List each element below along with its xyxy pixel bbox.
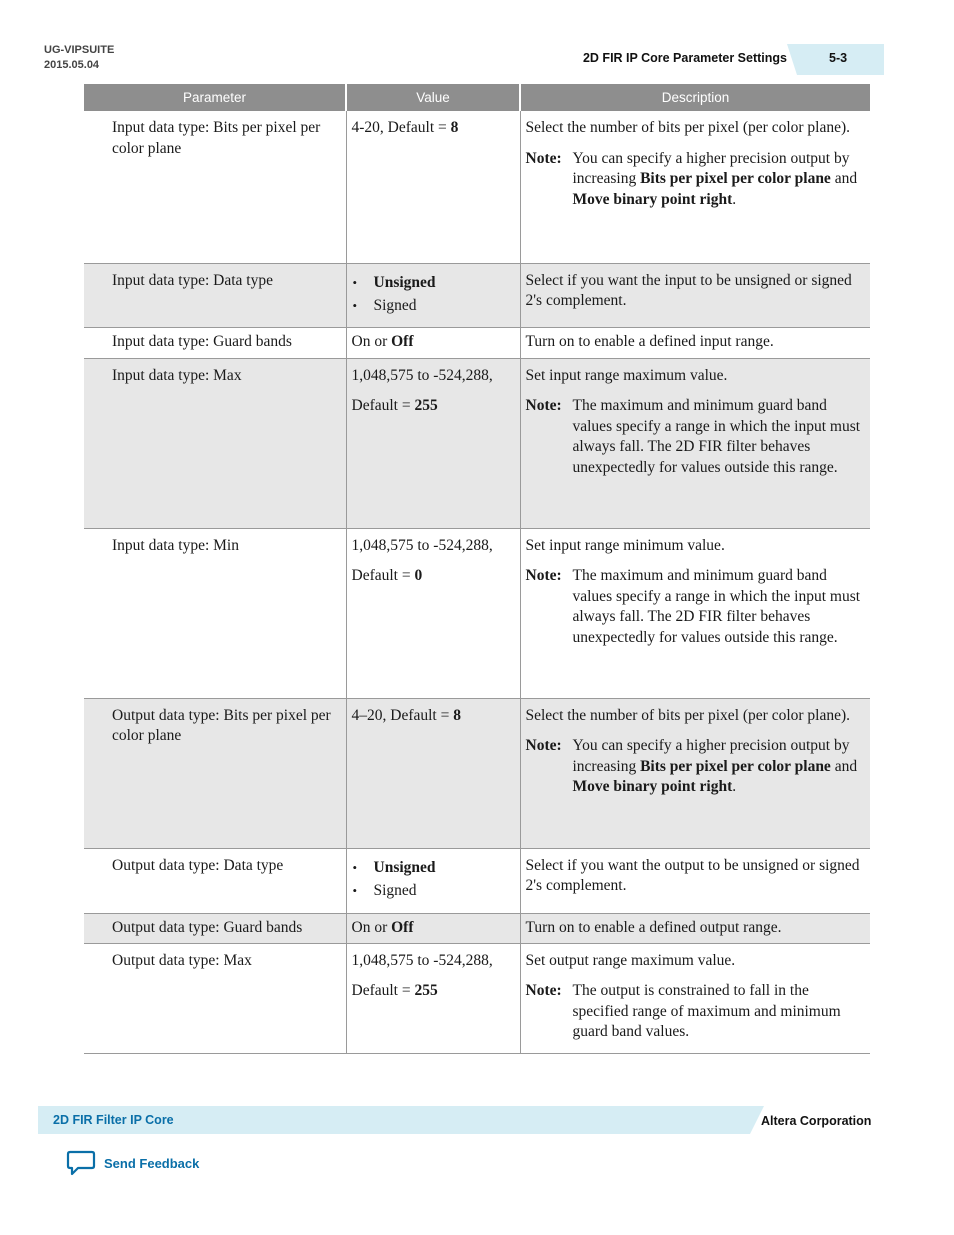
note	[526, 566, 865, 648]
note-label: Note:	[525, 982, 562, 999]
footer-company: Altera Corporation	[761, 1114, 872, 1128]
column-header-description: Description	[520, 84, 870, 111]
note-text: The maximum and minimum guard band values specify a range in which the input must always fall. The 2D FIR filter behaves unexpectedly for values outside this range.	[572, 567, 861, 646]
note	[526, 736, 865, 798]
footer-band	[38, 1106, 750, 1134]
parameter-cell: Output data type: Bits per pixel per color plane	[84, 698, 346, 848]
description-text: Set input range minimum value.	[525, 536, 725, 554]
option-item: • Signed	[352, 294, 514, 317]
column-header-value: Value	[346, 84, 520, 111]
table-row	[84, 698, 870, 848]
description-cell	[520, 943, 870, 1053]
note-label: Note:	[525, 737, 562, 754]
table-row	[84, 263, 870, 327]
description-text: Select the number of bits per pixel (per color plane).	[525, 706, 851, 724]
note-text: The output is constrained to fall in the specified range of maximum and minimum guard band values.	[572, 982, 841, 1040]
description-text: Select the number of bits per pixel (per color plane).	[525, 119, 851, 136]
option-item: • Signed	[352, 879, 514, 902]
description-cell: Select if you want the input to be unsigned or signed 2's complement.	[520, 263, 870, 327]
send-feedback-link[interactable]	[66, 1150, 199, 1176]
table-row	[84, 913, 870, 943]
table-row	[84, 528, 870, 698]
description-text: Set input range maximum value.	[525, 366, 728, 384]
description-cell	[520, 111, 870, 263]
description-cell: Turn on to enable a defined input range.	[520, 327, 870, 358]
option-item: • Unsigned	[352, 856, 514, 879]
description-cell	[520, 528, 870, 698]
parameter-table	[84, 84, 870, 1054]
value-cell	[346, 943, 520, 1053]
value-cell: On or Off	[346, 913, 520, 943]
parameter-cell: Output data type: Max	[84, 943, 346, 1053]
table-row	[84, 358, 870, 528]
value-range: 1,048,575 to -524,288,	[351, 366, 493, 384]
description-cell	[520, 358, 870, 528]
doc-date: 2015.05.04	[44, 59, 100, 71]
page-number: 5-3	[829, 51, 848, 65]
note-text: The maximum and minimum guard band values specify a range in which the input must always fall. The 2D FIR filter behaves unexpectedly for values outside this range.	[572, 397, 861, 476]
parameter-cell: Input data type: Data type	[84, 263, 346, 327]
value-cell	[346, 848, 520, 913]
table-row	[84, 327, 870, 358]
table-row	[84, 111, 870, 263]
footer-doc-title: 2D FIR Filter IP Core	[53, 1113, 174, 1127]
description-cell	[520, 698, 870, 848]
page-number-tab	[797, 44, 884, 75]
description-cell: Turn on to enable a defined output range.	[520, 913, 870, 943]
table-header-row	[84, 84, 870, 111]
note-label: Note:	[525, 397, 562, 414]
column-header-parameter: Parameter	[84, 84, 346, 111]
option-list	[352, 856, 514, 902]
option-item: • Unsigned	[352, 271, 514, 294]
parameter-cell: Input data type: Min	[84, 528, 346, 698]
value-cell: 4–20, Default = 8	[346, 698, 520, 848]
section-title: 2D FIR IP Core Parameter Settings	[582, 51, 787, 65]
parameter-cell: Input data type: Bits per pixel per color plane	[84, 111, 346, 263]
note-text: You can specify a higher precision output by increasing Bits per pixel per color plane and Move binary point right.	[572, 149, 858, 208]
value-cell	[346, 358, 520, 528]
value-cell	[346, 528, 520, 698]
note-text: You can specify a higher precision output by increasing Bits per pixel per color plane and Move binary point right.	[572, 737, 858, 795]
doc-id: UG-VIPSUITE	[44, 44, 115, 56]
value-cell: 4-20, Default = 8	[346, 111, 520, 263]
parameter-cell: Input data type: Guard bands	[84, 327, 346, 358]
note	[526, 149, 865, 211]
description-cell: Select if you want the output to be unsigned or signed 2's complement.	[520, 848, 870, 913]
note-label: Note:	[525, 567, 562, 584]
value-default: Default = 255	[351, 982, 438, 999]
speech-bubble-icon	[66, 1150, 96, 1176]
description-text: Set output range maximum value.	[525, 951, 736, 969]
parameter-cell: Output data type: Data type	[84, 848, 346, 913]
value-cell	[346, 263, 520, 327]
value-range: 1,048,575 to -524,288,	[351, 536, 493, 554]
value-range: 1,048,575 to -524,288,	[351, 951, 493, 969]
note	[526, 981, 865, 1043]
table-row	[84, 943, 870, 1053]
value-cell: On or Off	[346, 327, 520, 358]
option-list	[352, 271, 514, 317]
note	[526, 396, 865, 478]
value-default: Default = 0	[351, 567, 423, 584]
value-default: Default = 255	[351, 397, 438, 414]
send-feedback-label[interactable]: Send Feedback	[104, 1155, 200, 1171]
doc-meta	[44, 43, 114, 73]
parameter-cell: Output data type: Guard bands	[84, 913, 346, 943]
note-label: Note:	[525, 149, 562, 167]
table-row	[84, 848, 870, 913]
parameter-cell: Input data type: Max	[84, 358, 346, 528]
